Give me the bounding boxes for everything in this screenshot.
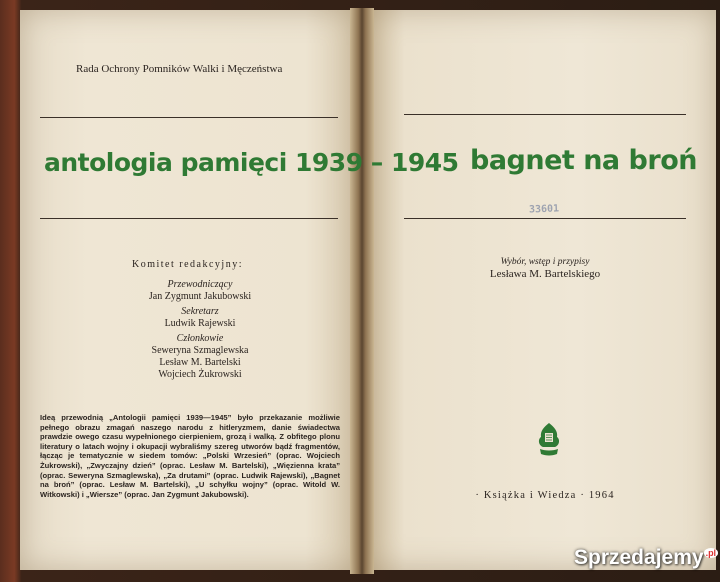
- book-spine-gutter: [350, 8, 374, 574]
- publisher-logo-icon: [536, 421, 562, 457]
- member-2: Lesław M. Bartelski: [159, 357, 241, 368]
- book-title: bagnet na broń: [470, 145, 697, 176]
- top-rule-left: [40, 117, 338, 118]
- watermark-text: Sprzedajemy: [574, 546, 704, 569]
- bottom-rule-left: [40, 218, 338, 219]
- publisher-line: · Książka i Wiedza · 1964: [475, 490, 615, 501]
- library-stamp: 33601: [528, 203, 560, 216]
- committee-heading: Komitet redakcyjny:: [132, 259, 243, 270]
- watermark-suffix: .pl: [705, 548, 717, 558]
- member-1: Seweryna Szmaglewska: [151, 345, 249, 356]
- member-3: Wojciech Żukrowski: [158, 369, 242, 380]
- series-title: antologia pamięci 1939 – 1945: [44, 148, 459, 177]
- chair-role: Przewodniczący: [167, 279, 233, 290]
- bottom-rule-right: [404, 218, 686, 219]
- series-description: Ideą przewodnią „Antologii pamięci 1939—1945” było przekazanie możliwie pełnego obrazu zmagań naszego narodu z hitleryzmem, danie świadectwa prawdzie owego czasu wypełnionego cierpieniem, grozą i walką. Z obfitego plonu literatury o latach wojny i okupacji wybraliśmy szereg utworów bądź fragmentów, łącząc je tematycznie w siedem tomów: „Polski Wrzesień” (oprac. Wojciech Żukrowski), „Zwyczajny dzień” (oprac. Lesław M. Bartelski), „Więzienna krata” (oprac. Seweryna Szmaglewska), „Za drutami” (oprac. Ludwik Rajewski), „Bagnet na broń” (oprac. Lesław M. Bartelski), „U schyłku wojny” (oprac. Witold W. Witkowski) i „Wiersze” (oprac. Jan Zygmunt Jakubowski).: [40, 413, 340, 499]
- council-name: Rada Ochrony Pomników Walki i Męczeństwa: [76, 63, 283, 75]
- members-role: Członkowie: [176, 333, 224, 344]
- editor-name: Lesława M. Bartelskiego: [489, 268, 601, 280]
- site-watermark: [574, 546, 718, 570]
- top-rule-right: [404, 114, 686, 115]
- editor-line: Wybór, wstęp i przypisy: [500, 257, 590, 267]
- right-page: [370, 10, 716, 570]
- secretary-role: Sekretarz: [181, 306, 219, 317]
- chair-name: Jan Zygmunt Jakubowski: [148, 291, 252, 302]
- secretary-name: Ludwik Rajewski: [164, 318, 236, 329]
